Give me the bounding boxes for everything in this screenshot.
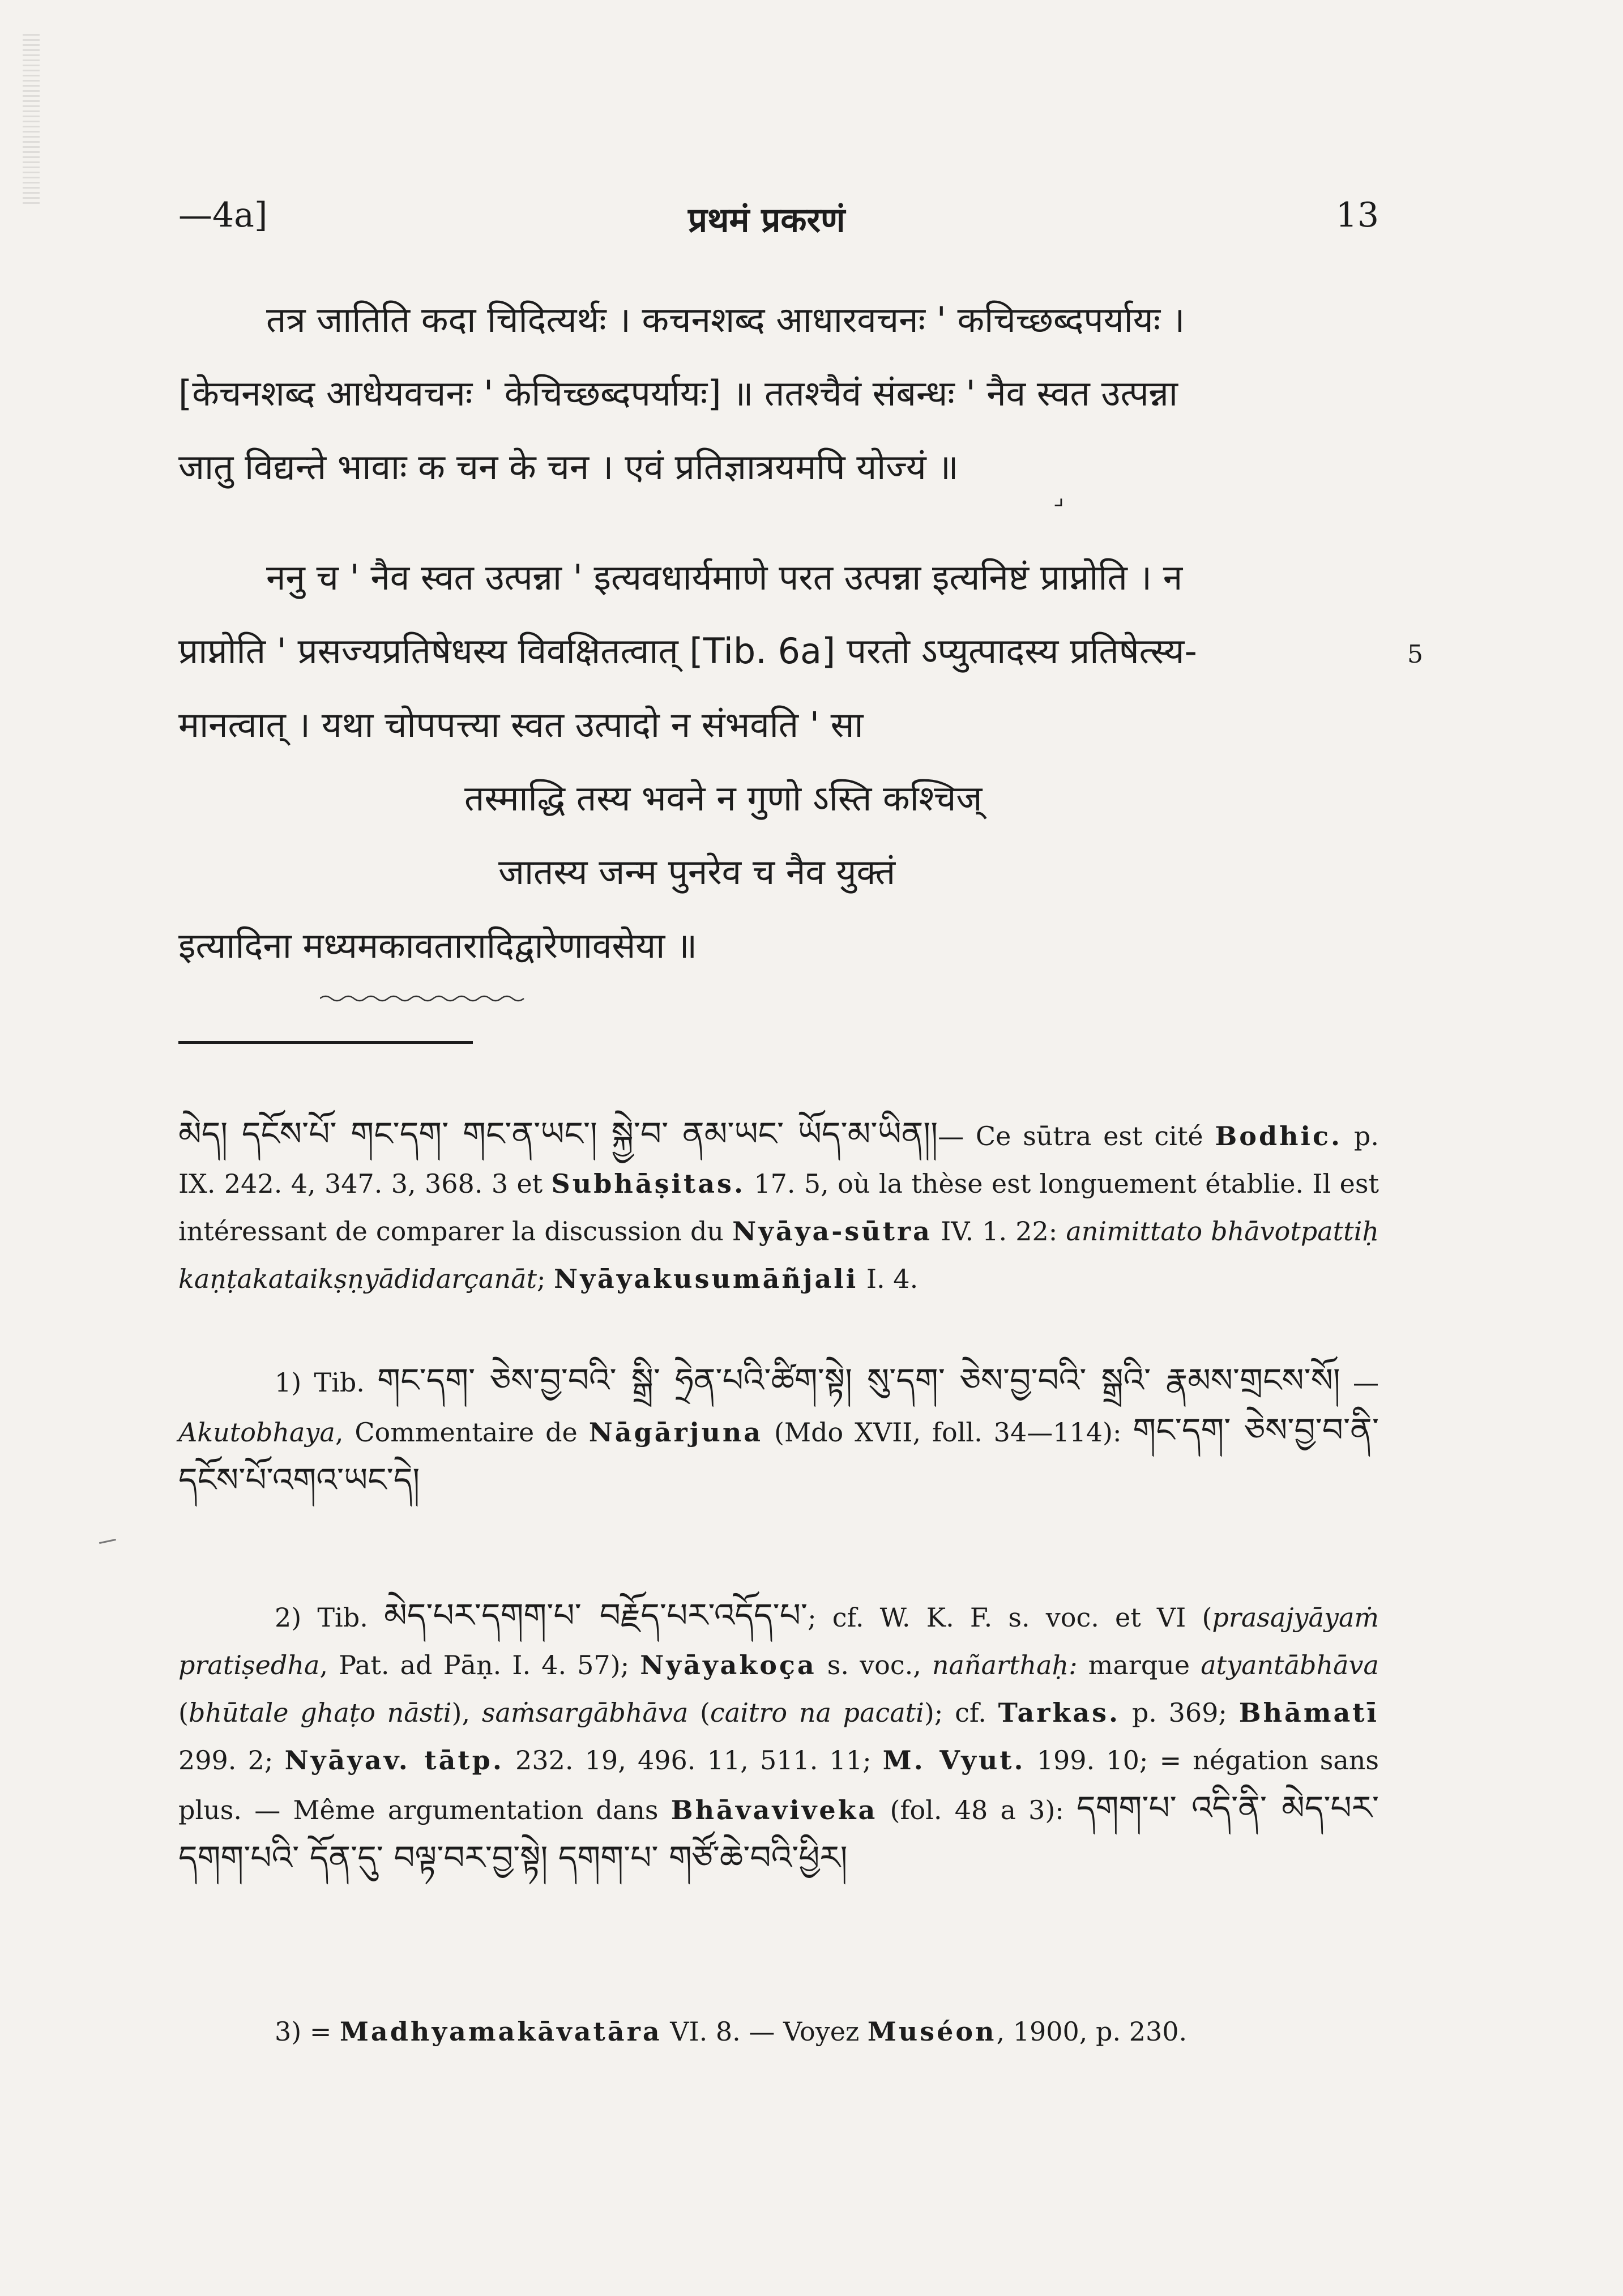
footnote-intro: མེད། དངོས་པོ་ གང་དག་ གང་ན་ཡང་། སྐྱེ་བ་ ནམ་ཡང་ ཡོད་མ་ཡིན།།— Ce sūtra est cité Bodhic. p. IX. 242. 4, 347. 3, 368. 3 et Subhāṣitas. 17. 5, où la thèse est longuement établie. Il est intéressant de comparer la discussion du Nyāya-sūtra IV. 1. 22: animittato bhāvotpattiḥ kaṇṭakataikṣṇyādidarçanāt; Nyāyakusumāñjali I. 4. <box>178 1115 1379 1294</box>
footnote-2: 2) Tib. མེད་པར་དགག་པ་ བརྗོད་པར་འདོད་པ་; cf. W. K. F. s. voc. et VI (prasajyāyaṁ pratiṣedha, Pat. ad Pāṇ. I. 4. 57); Nyāyakoça s. voc., nañarthaḥ: marque atyantābhāva (bhūtale ghaṭo nāsti), saṁsargābhāva (caitro na pacati); cf. Tarkas. p. 369; Bhāmatī 299. 2; Nyāyav. tātp. 232. 19, 496. 11, 511. 11; M. Vyut. 199. 10; = négation sans plus. — Même argumentation dans Bhāvaviveka (fol. 48 a 3): དགག་པ་ འདི་ནི་ མེད་པར་དགག་པའི་ དོན་དུ་ བལྟ་བར་བྱ་སྟེ། དགག་པ་ གཙོ་ཆེ་བའི་ཕྱིར། <box>178 1596 1379 1877</box>
running-header <box>178 195 1379 241</box>
scan-mark <box>99 1539 116 1544</box>
sanskrit-line: [केचनशब्द आधेयवचनः ' केचिच्छब्दपर्यायः] ॥ ततश्चैवं संबन्धः ' नैव स्वत उत्पन्ना <box>178 373 1178 414</box>
tibetan-text: མེད་པར་དགག་པ་ བརྗོད་པར་འདོད་པ་ <box>384 1596 808 1634</box>
sanskrit-closing-line: इत्यादिना मध्यमकावतारादिद्वारेणावसेया ॥ <box>178 925 698 966</box>
sanskrit-line: ननु च ' नैव स्वत उत्पन्ना ' इत्यवधार्यमाणे परत उत्पन्ना इत्यनिष्टं प्राप्नोति । न <box>266 557 1183 598</box>
footnote-label: 1) Tib. <box>275 1367 365 1398</box>
verse-line: जातस्य जन्म पुनरेव च नैव युक्तं <box>498 851 896 893</box>
scan-gutter-noise <box>23 34 40 204</box>
tibetan-text: གང་དག་ ཅེས་བྱ་བའི་ སྒྲི་ ཧྲེན་པའི་ཚིག་སྟེ། སུ་དག་ ཅེས་བྱ་བའི་ སྒྲའི་ རྣམས་གྲངས་སོ། <box>377 1361 1340 1399</box>
tibetan-text: མེད། དངོས་པོ་ གང་དག་ གང་ན་ཡང་། སྐྱེ་བ་ ནམ་ཡང་ ཡོད་མ་ཡིན།། <box>178 1115 938 1153</box>
header-center: प्रथमं प्रकरणं <box>688 200 845 240</box>
corner-mark: ⌟ <box>1053 484 1064 510</box>
sanskrit-line: प्राप्नोति ' प्रसज्यप्रतिषेधस्य विवक्षितत्वात् [Tib. 6a] परतो ऽप्युत्पादस्य प्रतिषेत्स्य- <box>178 630 1197 672</box>
sanskrit-line: मानत्वात् । यथा चोपपत्त्या स्वत उत्पादो न संभवति ' सा <box>178 704 864 745</box>
footnote-label: 2) Tib. <box>275 1602 368 1633</box>
tibetan-text: གང་དག་ ཅེས་བྱ་བ་ནི་ དངོས་པོ་འགའ་ཡང་དེ། <box>178 1411 1379 1499</box>
sanskrit-line: जातु विद्यन्ते भावाः क चन के चन । एवं प्रतिज्ञात्रयमपि योज्यं ॥ <box>178 446 959 488</box>
sanskrit-line: तत्र जातिति कदा चिदित्यर्थः । कचनशब्द आधारवचनः ' कचिच्छब्दपर्यायः । <box>266 299 1185 340</box>
page-number: 13 <box>1335 195 1379 235</box>
footnote-rule <box>178 1041 473 1044</box>
tibetan-text: དགག་པ་ འདི་ནི་ མེད་པར་དགག་པའི་ དོན་དུ་ བལྟ་བར་བྱ་སྟེ། དགག་པ་ གཙོ་ཆེ་བའི་ཕྱིར། <box>178 1789 1379 1877</box>
header-left: —4a] <box>178 195 268 235</box>
wavy-underline <box>320 994 529 1003</box>
line-number-marker: 5 <box>1407 640 1423 669</box>
footnote-3: 3) = Madhyamakāvatāra VI. 8. — Voyez Muséon, 1900, p. 230. <box>275 2016 1188 2047</box>
footnote-label: 3) = <box>275 2016 340 2047</box>
footnote-1: 1) Tib. གང་དག་ ཅེས་བྱ་བའི་ སྒྲི་ ཧྲེན་པའི་ཚིག་སྟེ། སུ་དག་ ཅེས་བྱ་བའི་ སྒྲའི་ རྣམས་གྲངས་སོ། — Akutobhaya, Commentaire de Nāgārjuna (Mdo XVII, foll. 34—114): གང་དག་ ཅེས་བྱ་བ་ནི་ དངོས་པོ་འགའ་ཡང་དེ། <box>178 1361 1379 1499</box>
verse-line: तस्माद्धि तस्य भवने न गुणो ऽस्ति कश्चिज् <box>464 778 983 819</box>
